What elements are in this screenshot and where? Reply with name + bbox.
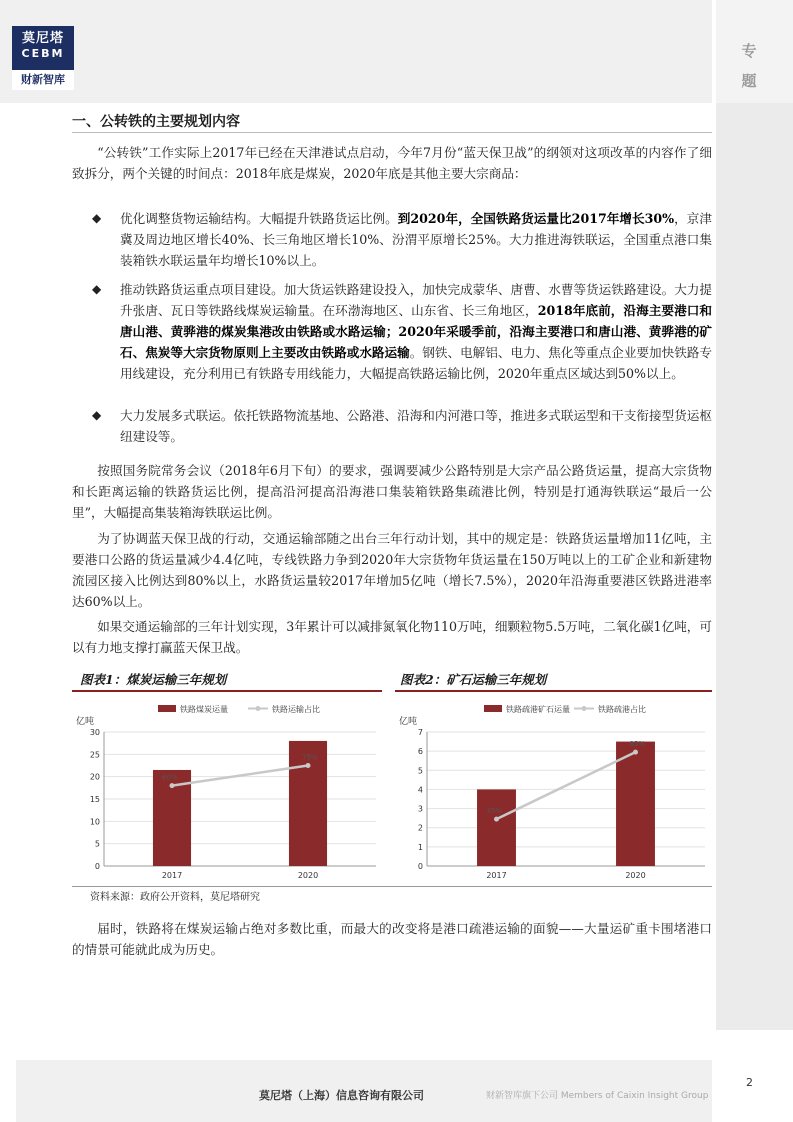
bullet-item-3 (92, 405, 712, 447)
chart2-xtick-label: 2020 (625, 871, 646, 880)
bullet-1-seg-3: ，京津冀及周边地区增长40%、长三角地区增长10%、汾渭平原增长25%。大力推进海铁联运，全国重点港口集装箱铁水联运量年均增长10%以上。 (120, 211, 712, 268)
header-band (0, 0, 712, 103)
logo-sub-text: 财新智库 (12, 70, 74, 90)
chart1-legend-bar-label: 铁路煤炭运量 (180, 705, 228, 714)
paragraph-conclusion: 届时，铁路将在煤炭运输占绝对多数比重，而最大的改变将是港口疏港运输的面貌——大量运矿重卡围堵港口的情景可能就此成为历史。 (72, 921, 712, 957)
chart1-ytick-label: 25 (89, 750, 100, 760)
bullet-1-seg-1: 优化调整货物运输结构。大幅提升铁路货运比例。 (120, 211, 398, 226)
bullet-2-seg-3: 。钢铁、电解铝、电力、焦化等重点企业要加快铁路专用线建设，充分利用已有铁路专用线能力，大幅提高铁路运输比例，2020年重点区域达到50%以上。 (120, 345, 713, 381)
bullet-item-2 (92, 279, 712, 384)
chart1-share-label: 60% (162, 773, 178, 782)
chart1-ytick-label: 30 (89, 728, 100, 737)
chart1-legend-line-marker (256, 706, 261, 711)
diamond-bullet-icon: ◆ (92, 282, 102, 296)
chart1-legend-bar-swatch (158, 705, 176, 712)
bullet-text-2 (120, 279, 712, 384)
chart1-svg (72, 696, 384, 884)
chart2-legend-bar-swatch (484, 705, 502, 712)
chart1-xtick-label: 2020 (297, 871, 319, 880)
chart2-ytick-label: 5 (417, 766, 423, 776)
chart2-share-label: 85% (629, 740, 646, 749)
paragraph-action-plan: 为了协调蓝天保卫战的行动，交通运输部随之出台三年行动计划，其中的规定是：铁路货运量增加11亿吨，主要港口公路的货运量减少4.4亿吨，专线铁路力争到2020年大宗货物年货运量在150万吨以上的工矿企业和新建物流园区接入比例达到80%以上，水路货运量较2017年增加5亿吨（增长7.5%），2020年沿海重要港区铁路进港率达60%以上。 (72, 531, 712, 609)
chart2-ytick-label: 7 (417, 728, 423, 737)
chart1-ytick-label: 15 (89, 795, 100, 804)
chart-source: 资料来源：政府公开资料，莫尼塔研究 (90, 892, 260, 903)
chart1-share-point (306, 763, 311, 768)
chart1-share-label: 75% (302, 753, 318, 762)
bullet-text-3 (120, 405, 712, 447)
chart1-legend-line-label: 铁路运输占比 (272, 705, 320, 714)
chart2-share-point (633, 750, 638, 755)
chart1-xtick-label: 2017 (161, 871, 183, 880)
paragraph-emission: 如果交通运输部的三年计划实现，3年累计可以减排氮氧化物110万吨，细颗粒物5.5万吨，二氧化碳1亿吨，可以有力地支撑打赢蓝天保卫战。 (72, 619, 712, 655)
chart2-share-label: 35% (486, 807, 503, 816)
chart2-ylabel: 亿吨 (399, 717, 418, 727)
bullet-3-seg-1: 大力发展多式联运。依托铁路物流基地、公路港、沿海和内河港口等，推进多式联运型和干支衔接型货运枢纽建设等。 (120, 408, 712, 444)
chart2-bar (616, 742, 655, 866)
logo-en-text: CEBM (21, 47, 65, 60)
page-number: 2 (746, 1076, 753, 1089)
chart2-xtick-label: 2017 (486, 871, 507, 880)
side-label: 专题 (741, 42, 757, 90)
chart2-ytick-label: 2 (417, 823, 423, 833)
chart2-legend-bar-label: 铁路疏港矿石运量 (506, 705, 570, 714)
bullet-2-seg-2: 2018年底前，沿海主要港口和唐山港、黄骅港的煤炭集港改由铁路或水路运输；2020年采暖季前，沿海主要港口和唐山港、黄骅港的矿石、焦炭等大宗货物原则上主要改由铁路或水路运输 (120, 303, 712, 360)
chart2-ytick-label: 0 (417, 862, 423, 871)
section-title: 一、公转铁的主要规划内容 (72, 114, 240, 130)
chart1-ylabel: 亿吨 (76, 717, 95, 727)
chart1-ytick-label: 20 (89, 772, 100, 782)
paragraph-intro: “公转铁”工作实际上2017年已经在天津港试点启动，今年7月份“蓝天保卫战”的纲领对这项改革的内容作了细致拆分，两个关键的时间点：2018年底是煤炭，2020年底是其他主要大宗商品： (72, 145, 712, 181)
company-logo (12, 26, 74, 90)
chart2-ytick-label: 4 (417, 785, 423, 795)
chart2-ytick-label: 1 (417, 842, 423, 852)
bullet-item-1 (92, 208, 712, 271)
chart1-share-point (170, 783, 175, 788)
title-divider (72, 132, 712, 133)
diamond-bullet-icon: ◆ (92, 408, 102, 422)
bullet-text-1 (120, 208, 712, 271)
chart1-title: 图表1：煤炭运输三年规划 (80, 672, 227, 687)
chart1-rule (72, 690, 382, 692)
bullet-2-seg-1: 推动铁路货运重点项目建设。加大货运铁路建设投入，加快完成蒙华、唐曹、水曹等货运铁路建设。大力提升张唐、瓦日等铁路线煤炭运输量。在环渤海地区、山东省、长三角地区， (120, 282, 712, 318)
chart2-ytick-label: 6 (417, 747, 423, 757)
chart2-title: 图表2：矿石运输三年规划 (400, 672, 547, 687)
footer-company: 莫尼塔（上海）信息咨询有限公司 (259, 1089, 424, 1102)
chart2-legend-line-label: 铁路疏港占比 (598, 705, 646, 714)
chart2-ytick-label: 3 (417, 804, 423, 814)
chart1-ytick-label: 10 (89, 817, 100, 827)
chart1-ytick-label: 5 (94, 839, 100, 849)
chart2-bar (477, 789, 516, 866)
diamond-bullet-icon: ◆ (92, 211, 102, 225)
bullet-1-seg-2: 到2020年，全国铁路货运量比2017年增长30% (397, 211, 675, 226)
chart2-svg (395, 696, 713, 884)
chart2-share-point (494, 817, 499, 822)
chart2-legend-line-marker (582, 706, 587, 711)
chart2-rule (395, 690, 712, 692)
footer-member: 财新智库旗下公司 Members of Caixin Insight Group (486, 1091, 709, 1101)
chart1-share-line (172, 766, 308, 786)
side-band (716, 0, 793, 1030)
chart-bottom-rule (72, 886, 712, 887)
logo-cn-text: 莫尼塔 (21, 31, 64, 46)
chart1-ytick-label: 0 (94, 862, 100, 871)
paragraph-state-council: 按照国务院常务会议（2018年6月下旬）的要求，强调要减少公路特别是大宗产品公路货运量，提高大宗货物和长距离运输的铁路货运比例，提高沿河提高沿海港口集装箱铁路集疏港比例，特别是打通海铁联运“最后一公里”，大幅提高集装箱海铁联运比例。 (72, 463, 712, 520)
